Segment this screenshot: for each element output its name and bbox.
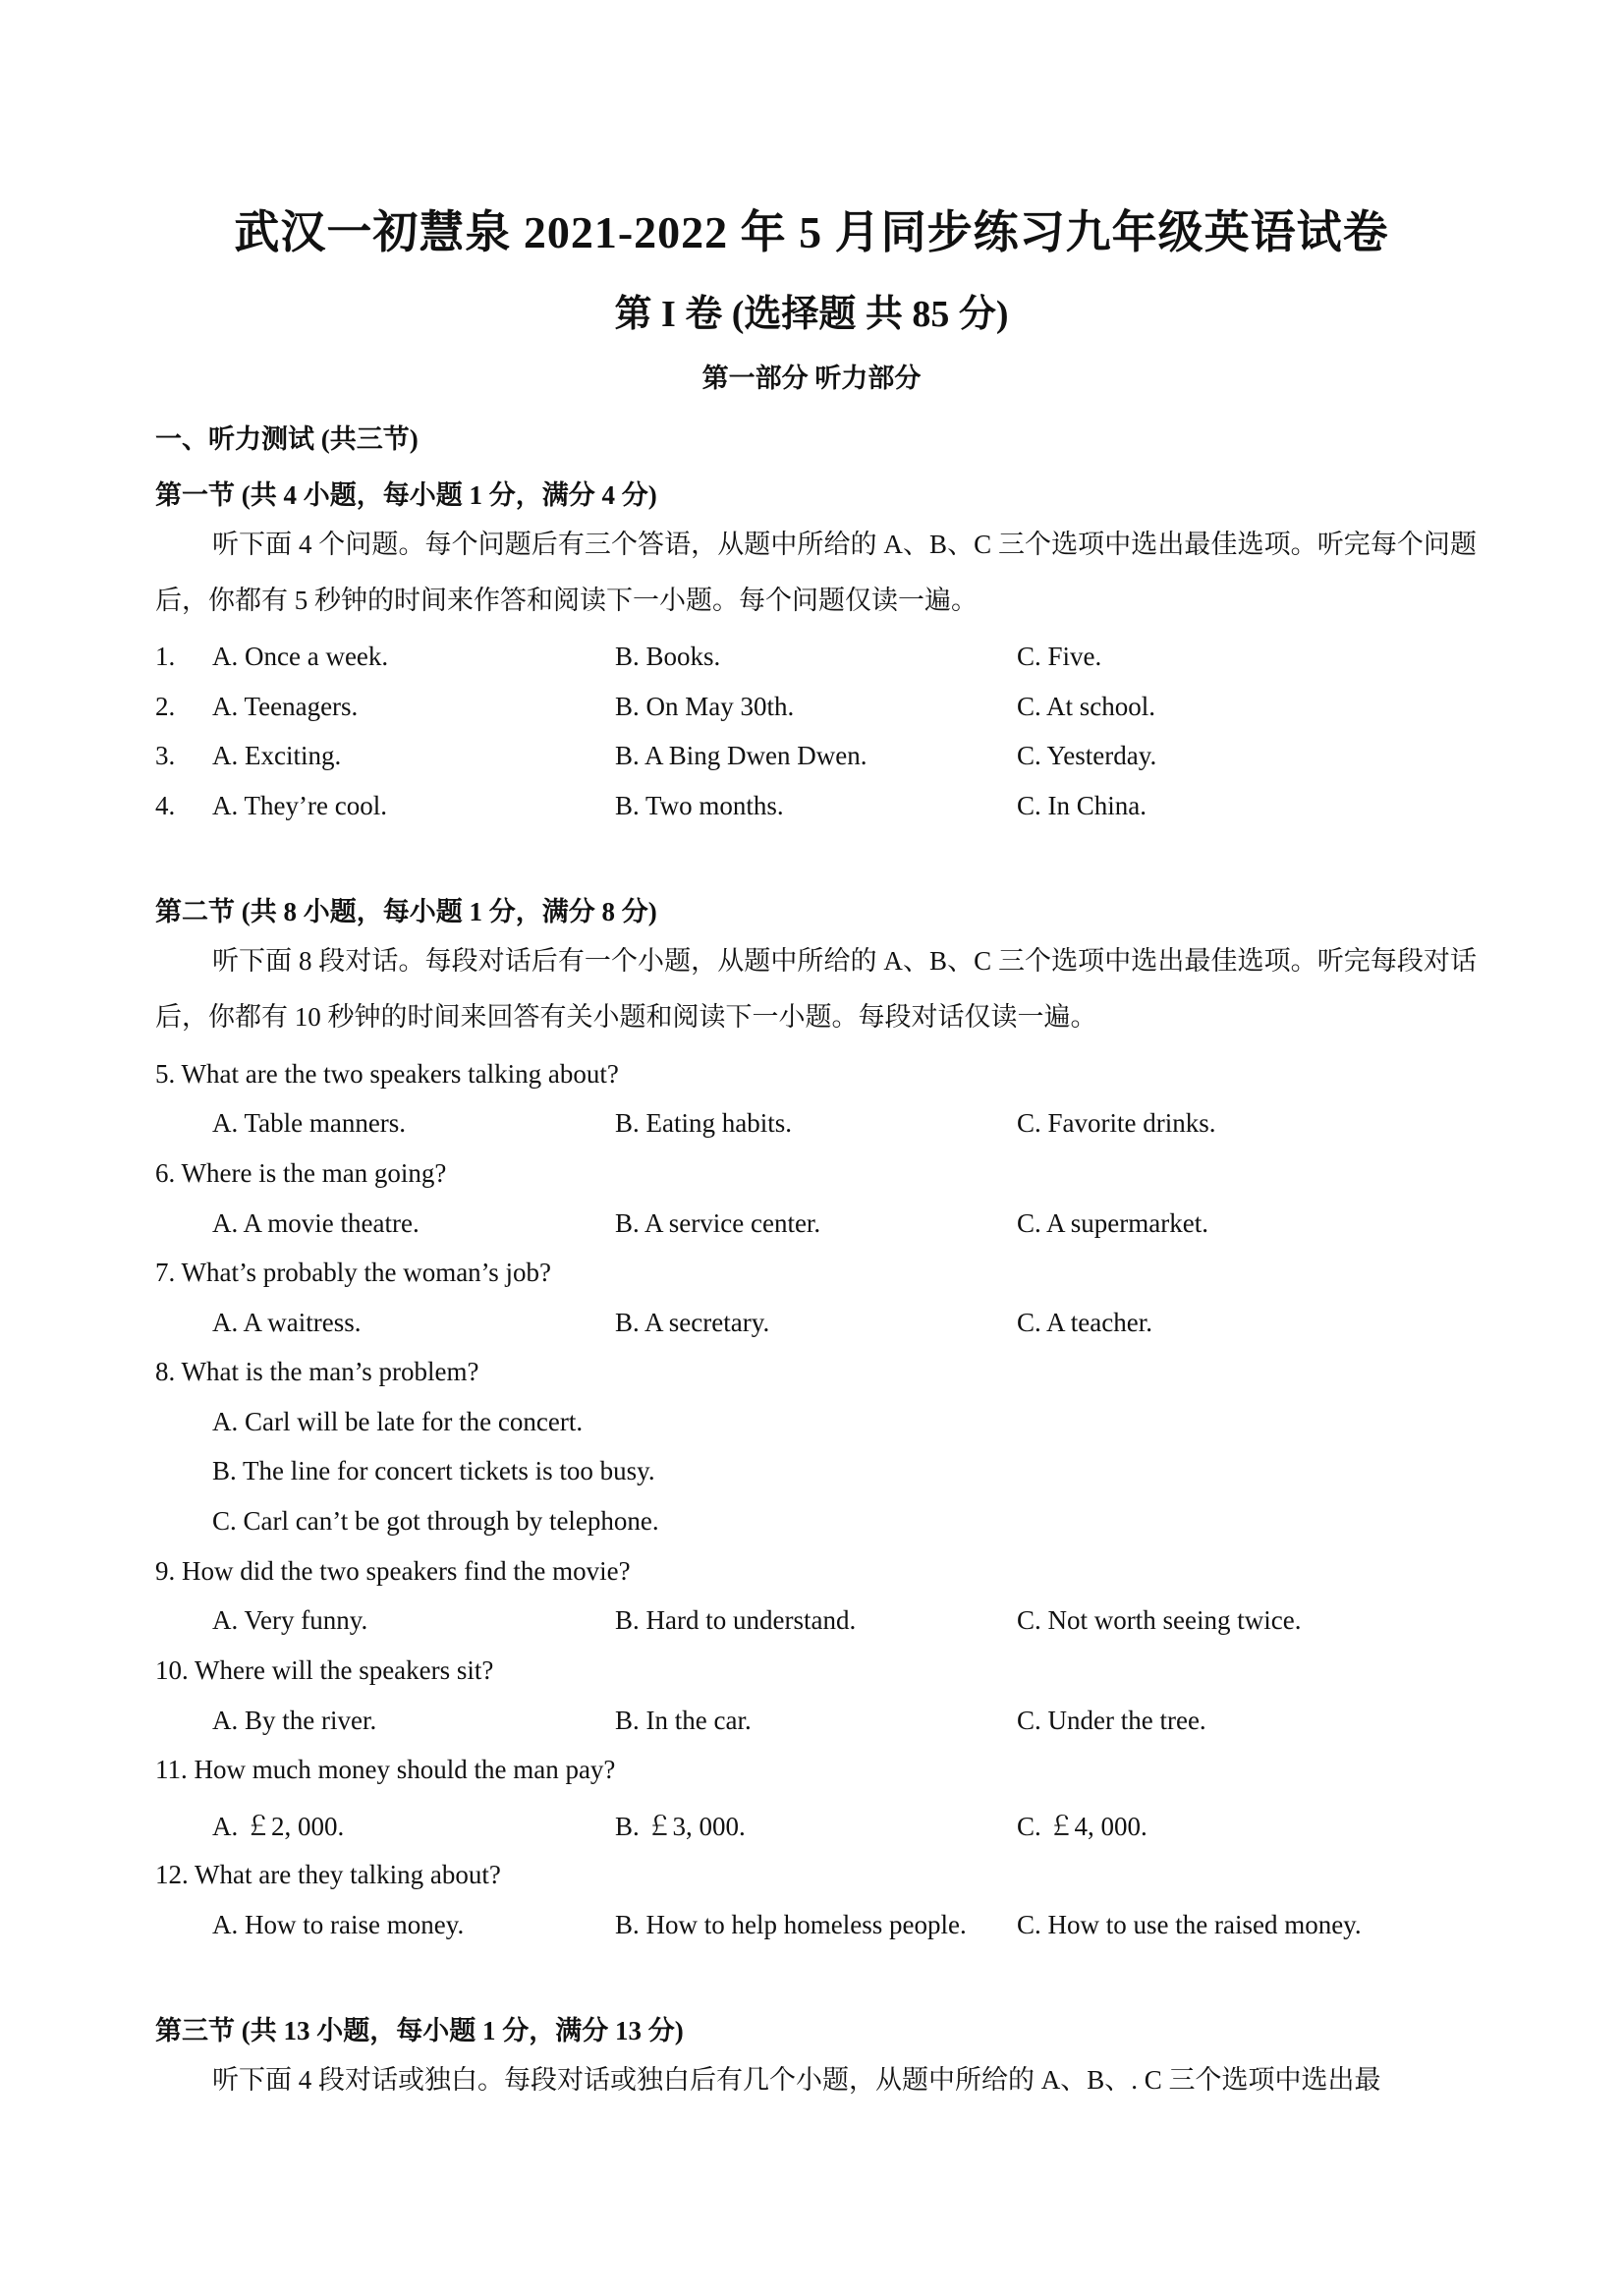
question-text: 7. What’s probably the woman’s job? xyxy=(155,1258,551,1287)
question-text: 11. How much money should the man pay? xyxy=(155,1755,616,1784)
section2-instructions: 听下面 8 段对话。每段对话后有一个小题，从题中所给的 A、B、C 三个选项中选出最佳选项。听完每段对话后，你都有 10 秒钟的时间来回答有关小题和阅读下一小题。每段对话仅读一遍。 xyxy=(155,946,1477,1032)
option-c: C. How to use the raised money. xyxy=(1017,1910,1362,1939)
option-a: A. Table manners. xyxy=(212,1108,407,1138)
section1-heading: 第一节 (共 4 小题，每小题 1 分，满分 4 分) xyxy=(155,480,657,510)
option-c: C. Favorite drinks. xyxy=(1017,1108,1216,1138)
option-b: B. In the car. xyxy=(615,1706,752,1735)
section3-instructions: 听下面 4 段对话或独白。每段对话或独白后有几个小题，从题中所给的 A、B、. C 三个选项中选出最 xyxy=(212,2065,1381,2095)
question-text: 12. What are they talking about? xyxy=(155,1860,501,1889)
option-c: C. Five. xyxy=(1017,642,1102,671)
option-a: A. They’re cool. xyxy=(212,791,387,820)
item-number: 1. xyxy=(155,642,176,671)
option-c: C. Not worth seeing twice. xyxy=(1017,1605,1302,1635)
item-number: 4. xyxy=(155,791,176,820)
question-text: 5. What are the two speakers talking about? xyxy=(155,1059,619,1089)
option-c: C. At school. xyxy=(1017,692,1156,721)
option-b: B. A secretary. xyxy=(615,1308,770,1337)
option-b: B. Eating habits. xyxy=(615,1108,792,1138)
question-text: 8. What is the man’s problem? xyxy=(155,1357,479,1386)
section1-instructions: 听下面 4 个问题。每个问题后有三个答语，从题中所给的 A、B、C 三个选项中选出最佳选项。听完每个问题后，你都有 5 秒钟的时间来作答和阅读下一小题。每个问题仅读一遍。 xyxy=(155,530,1477,615)
option-c: C. ￡4, 000. xyxy=(1017,1812,1147,1841)
option-c: C. A supermarket. xyxy=(1017,1208,1208,1238)
option-b: B. ￡3, 000. xyxy=(615,1812,746,1841)
option-a: A. A movie theatre. xyxy=(212,1208,420,1238)
option-a: A. By the river. xyxy=(212,1706,377,1735)
option-a: A. Exciting. xyxy=(212,741,342,770)
option-b: B. How to help homeless people. xyxy=(615,1910,967,1939)
option-b: B. Books. xyxy=(615,642,721,671)
option-b: B. A Bing Dwen Dwen. xyxy=(615,741,867,770)
option-b: B. A service center. xyxy=(615,1208,821,1238)
option-a: A. A waitress. xyxy=(212,1308,362,1337)
question-text: 9. How did the two speakers find the movie? xyxy=(155,1556,631,1586)
exam-title: 武汉一初慧泉 2021-2022 年 5 月同步练习九年级英语试卷 xyxy=(234,207,1389,257)
option-a: A. ￡2, 000. xyxy=(212,1812,345,1841)
option-a: A. Teenagers. xyxy=(212,692,359,721)
option-a: A. Once a week. xyxy=(212,642,389,671)
option-a: A. Very funny. xyxy=(212,1605,368,1635)
item-number: 3. xyxy=(155,741,176,770)
question-text: 10. Where will the speakers sit? xyxy=(155,1655,494,1685)
section-main-heading: 一、听力测试 (共三节) xyxy=(155,424,419,454)
option-c: C. Under the tree. xyxy=(1017,1706,1206,1735)
section3-heading: 第三节 (共 13 小题，每小题 1 分，满分 13 分) xyxy=(155,2016,684,2045)
question-text: 6. Where is the man going? xyxy=(155,1158,447,1188)
option-b: B. On May 30th. xyxy=(615,692,795,721)
option-c: C. Yesterday. xyxy=(1017,741,1157,770)
exam-subtitle: 第 I 卷 (选择题 共 85 分) xyxy=(614,294,1009,335)
option-b: B. Two months. xyxy=(615,791,784,820)
option-c: C. A teacher. xyxy=(1017,1308,1152,1337)
item-number: 2. xyxy=(155,692,176,721)
option-c: C. Carl can’t be got through by telephone. xyxy=(212,1506,659,1536)
option-a: A. Carl will be late for the concert. xyxy=(212,1407,584,1436)
option-b: B. Hard to understand. xyxy=(615,1605,857,1635)
option-a: A. How to raise money. xyxy=(212,1910,465,1939)
option-b: B. The line for concert tickets is too busy. xyxy=(212,1456,655,1485)
option-c: C. In China. xyxy=(1017,791,1147,820)
section2-heading: 第二节 (共 8 小题，每小题 1 分，满分 8 分) xyxy=(155,897,657,926)
part-title: 第一部分 听力部分 xyxy=(701,364,922,393)
